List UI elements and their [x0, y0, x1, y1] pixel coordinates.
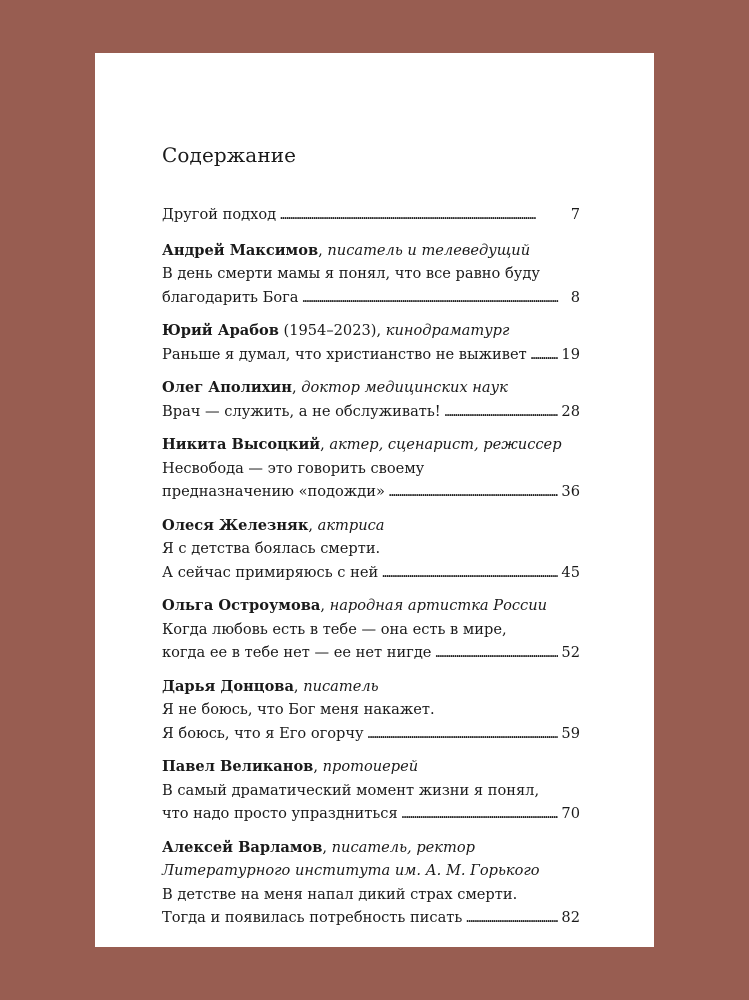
entry-title: Другой подход [162, 206, 277, 223]
dot-leader [465, 906, 558, 930]
entry-title-line: В день смерти мамы я понял, что все равно буду [162, 265, 540, 282]
dot-leader [279, 203, 568, 227]
author-role: актриса [317, 516, 385, 534]
page-number: 7 [570, 206, 580, 223]
entry-title-last-line: А сейчас примиряюсь с ней [162, 563, 379, 581]
toc-line [162, 641, 580, 665]
entry-title-line: Я не боюсь, что Бог меня накажет. [162, 701, 435, 718]
toc-entry [162, 836, 580, 930]
entry-title-line: В детстве на меня напал дикий страх смерти. [162, 885, 518, 903]
entry-heading [162, 755, 580, 779]
author-separator: , [322, 838, 332, 856]
entry-heading [162, 376, 580, 400]
toc-line [162, 480, 580, 504]
dot-leader [444, 400, 559, 424]
toc-entry [162, 675, 580, 746]
author-name: Павел Великанов [162, 758, 314, 775]
entry-title-last-line: благодарить Бога [162, 288, 299, 306]
author-role: актер, сценарист, режиссер [329, 436, 562, 453]
page-number: 70 [561, 805, 580, 822]
entry-title-last-line: Врач — служить, а не обслуживать! [162, 402, 441, 420]
toc-line [162, 400, 580, 424]
dot-leader [401, 802, 559, 826]
toc-line-intro [162, 203, 580, 227]
entry-heading [162, 433, 580, 457]
page-number: 82 [561, 909, 580, 926]
toc-entry [162, 319, 580, 366]
author-role: кинодраматург [385, 322, 510, 339]
entry-title-last-line: предназначению «подожди» [162, 483, 385, 500]
page-number: 8 [570, 288, 580, 306]
table-of-contents [162, 203, 580, 940]
entry-title-line: Несвобода — это говорить своему [162, 459, 425, 477]
entry-heading [162, 319, 580, 343]
author-name: Дарья Донцова [162, 677, 294, 695]
author-name: Ольга Остроумова [162, 597, 321, 614]
entry-title-last-line: что надо просто упраздниться [162, 805, 398, 822]
dot-leader [367, 722, 559, 746]
author-name: Олеся Железняк [162, 516, 309, 534]
toc-entry [162, 514, 580, 585]
author-separator: , [320, 436, 330, 453]
entry-title-line: Я с детства боялась смерти. [162, 540, 381, 557]
toc-entry-intro [162, 203, 580, 227]
toc-line [162, 802, 580, 826]
author-separator: , [291, 379, 302, 396]
author-separator: , [318, 241, 328, 259]
author-role: писатель, ректор [331, 838, 475, 856]
toc-entry [162, 433, 580, 504]
page-number: 45 [561, 563, 580, 581]
toc-line [162, 561, 580, 585]
author-role: народная артистка России [329, 597, 548, 614]
toc-line [162, 906, 580, 930]
toc-entry [162, 755, 580, 826]
toc-line [162, 286, 580, 310]
author-name: Алексей Варламов [162, 838, 323, 856]
toc-entry [162, 376, 580, 423]
author-role: доктор медицинских наук [301, 379, 508, 396]
author-separator: , [320, 597, 330, 614]
entry-heading [162, 594, 580, 618]
author-separator: (1954–2023), [278, 322, 386, 339]
author-name: Андрей Максимов [162, 241, 319, 259]
entry-title-last-line: Раньше я думал, что христианство не выживет [162, 345, 527, 363]
toc-line [162, 722, 580, 746]
page-number: 52 [561, 644, 580, 661]
book-page [95, 53, 654, 947]
author-role: писатель [303, 677, 379, 695]
entry-title-last-line: когда ее в тебе нет — ее нет нигде [162, 644, 432, 661]
toc-entry [162, 594, 580, 665]
author-name: Юрий Арабов [162, 322, 279, 339]
dot-leader [301, 286, 567, 310]
entry-title-last-line: Я боюсь, что я Его огорчу [162, 724, 364, 742]
page-number: 28 [561, 402, 580, 420]
toc-entry [162, 239, 580, 310]
entry-title-line: Когда любовь есть в тебе — она есть в мире, [162, 620, 507, 638]
page-title: Содержание [162, 143, 297, 167]
entry-heading [162, 239, 580, 263]
entry-heading [162, 675, 580, 699]
toc-entries [162, 239, 580, 930]
entry-heading [162, 514, 580, 538]
page-number: 59 [561, 724, 580, 742]
entry-title-line: В самый драматический момент жизни я понял, [162, 781, 540, 799]
dot-leader [530, 343, 559, 367]
author-separator: , [308, 516, 318, 534]
author-separator: , [313, 758, 323, 775]
dot-leader [434, 641, 558, 665]
author-role: писатель и телеведущий [327, 241, 531, 259]
page-number: 19 [561, 345, 580, 363]
entry-title-last-line: Тогда и появилась потребность писать [162, 909, 463, 926]
toc-line [162, 343, 580, 367]
author-name: Олег Аполихин [162, 379, 292, 396]
dot-leader [381, 561, 558, 585]
author-separator: , [293, 677, 304, 695]
dot-leader [388, 480, 559, 504]
author-name: Никита Высоцкий [162, 436, 321, 453]
page-number: 36 [561, 483, 580, 500]
author-role: протоиерей [322, 758, 419, 775]
author-role-continued: Литературного института им. А. М. Горького [162, 862, 540, 879]
entry-heading [162, 836, 580, 860]
